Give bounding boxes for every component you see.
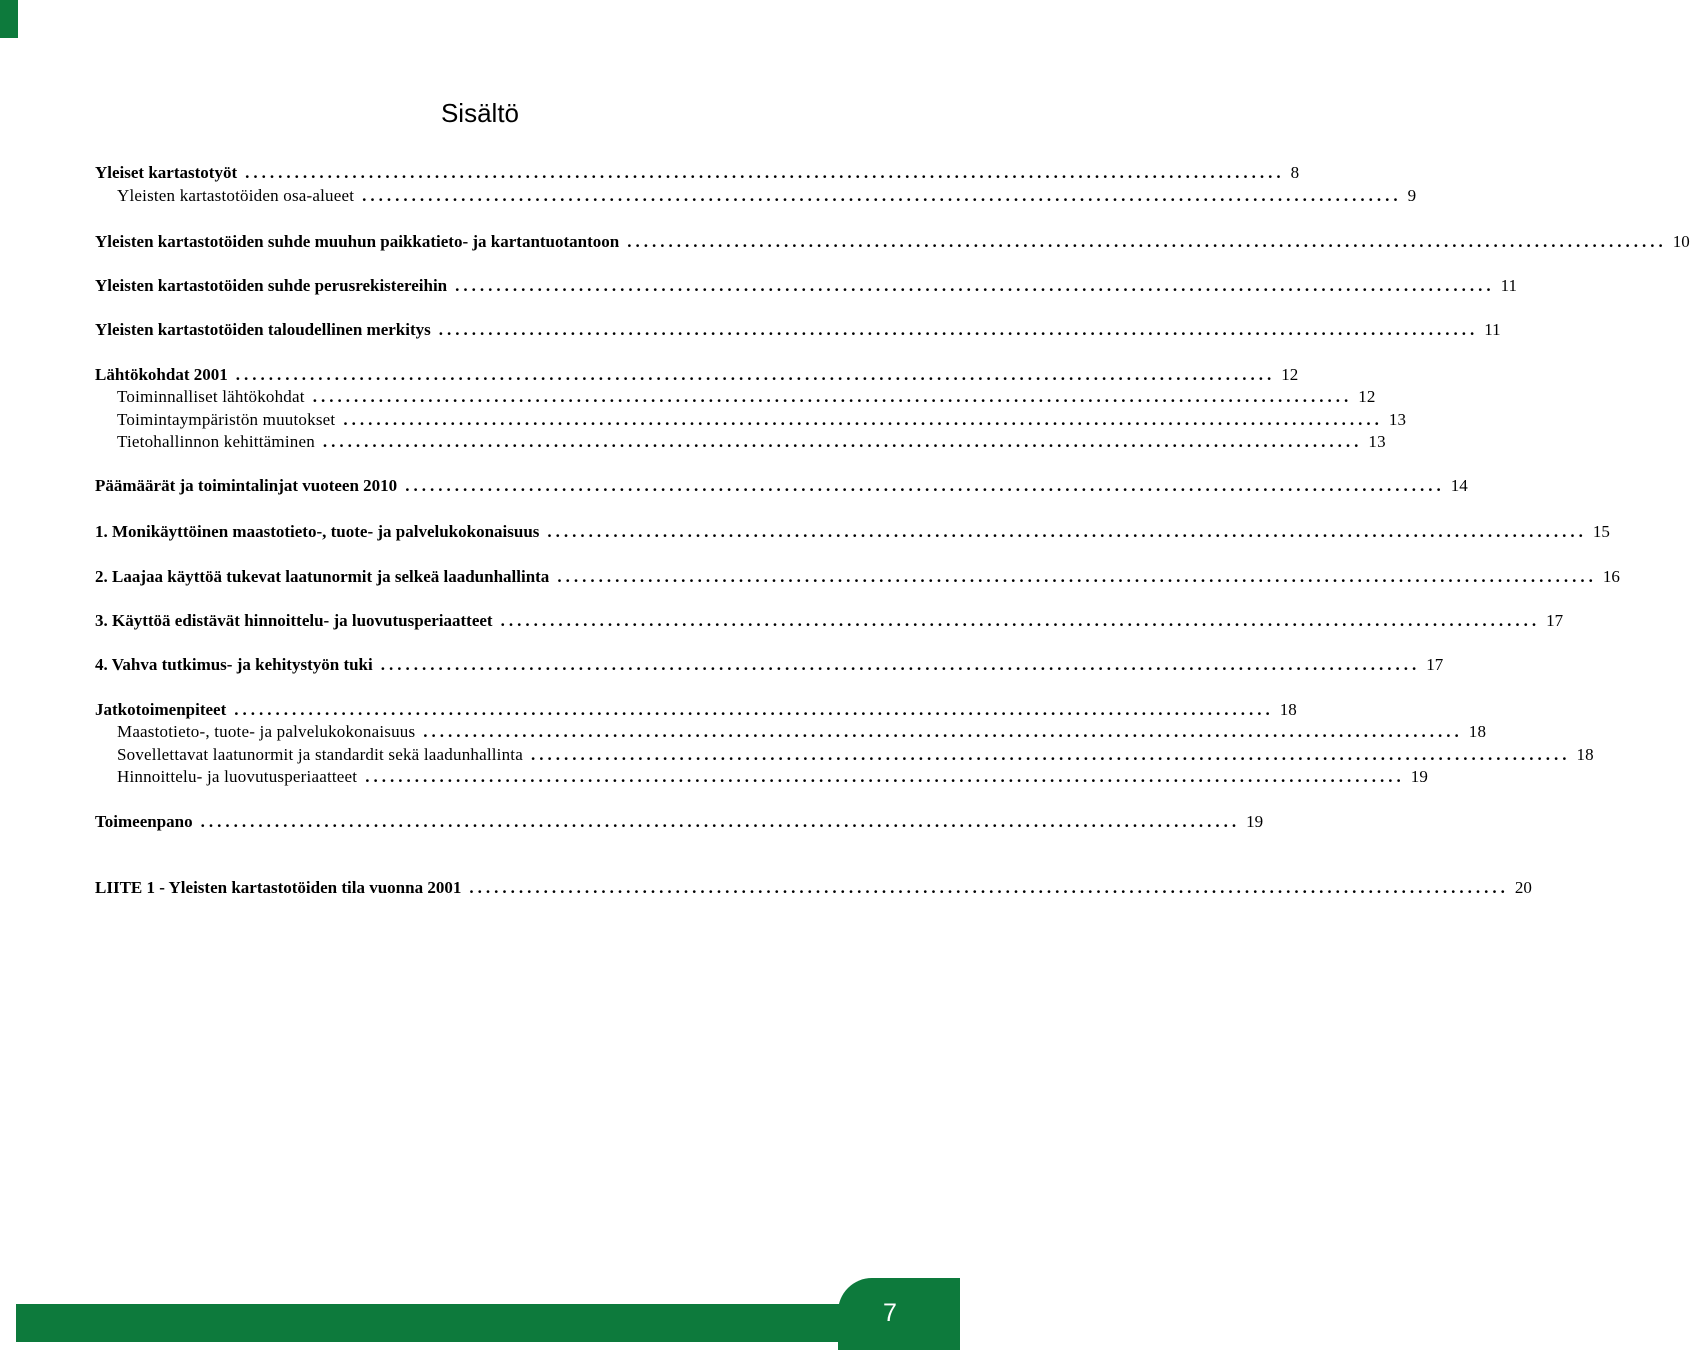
- toc-entry[interactable]: [95, 364, 1299, 386]
- toc-entry-page: 14: [1450, 476, 1468, 495]
- toc-entry[interactable]: [95, 319, 1501, 341]
- toc-entry-page: 18: [1468, 722, 1487, 741]
- toc-leader-dots: ..............................................................................................................................: [234, 700, 1274, 719]
- toc-entry[interactable]: [95, 699, 1297, 721]
- toc-entry-title: Toimintaympäristön muutokset: [117, 410, 336, 429]
- toc-entry-page: 19: [1410, 767, 1429, 786]
- toc-entry-page: 18: [1279, 700, 1297, 719]
- toc-entry-title: Toiminnalliset lähtökohdat: [117, 387, 305, 406]
- toc-entry-title: Päämäärät ja toimintalinjat vuoteen 2010: [95, 476, 398, 495]
- toc-leader-dots: ..............................................................................................................................: [530, 745, 1571, 764]
- toc-entry-title: Yleisten kartastotöiden osa-alueet: [117, 186, 355, 205]
- toc-leader-dots: ..............................................................................................................................: [343, 410, 1383, 429]
- toc-entry-page: 17: [1426, 655, 1444, 674]
- toc-leader-dots: ..............................................................................................................................: [365, 767, 1405, 786]
- toc-entry-page: 15: [1592, 522, 1610, 541]
- toc-entry-title: Yleisten kartastotöiden taloudellinen merkitys: [95, 320, 431, 339]
- toc-entry-page: 18: [1576, 745, 1594, 764]
- page-title: Sisältö: [440, 98, 520, 128]
- toc-entry-page: 13: [1388, 410, 1407, 429]
- toc-entry-title: Yleisten kartastotöiden suhde perusrekistereihin: [95, 276, 448, 295]
- toc-leader-dots: ..............................................................................................................................: [380, 655, 1421, 674]
- toc-leader-dots: ..............................................................................................................................: [235, 365, 1276, 384]
- toc-entry-title: 2. Laajaa käyttöä tukevat laatunormit ja selkeä laadunhallinta: [95, 567, 550, 586]
- toc-entry-page: 13: [1368, 432, 1386, 451]
- toc-leader-dots: ..............................................................................................................................: [438, 320, 1479, 339]
- toc-entry[interactable]: [95, 162, 1300, 184]
- toc-leader-dots: ..............................................................................................................................: [362, 186, 1402, 205]
- toc-entry-title: LIITE 1 - Yleisten kartastotöiden tila vuonna 2001: [95, 878, 462, 897]
- toc-entry[interactable]: [95, 431, 1386, 453]
- toc-entry[interactable]: [95, 386, 1376, 408]
- toc-entry[interactable]: [95, 766, 1429, 788]
- toc-entry[interactable]: [95, 721, 1487, 743]
- toc-leader-dots: ..............................................................................................................................: [423, 722, 1463, 741]
- toc-entry-page: 12: [1281, 365, 1299, 384]
- toc-entry-page: 17: [1546, 611, 1564, 630]
- toc-leader-dots: ..............................................................................................................................: [547, 522, 1587, 541]
- toc-entry-page: 19: [1246, 812, 1264, 831]
- toc-entry-title: Yleisten kartastotöiden suhde muuhun paikkatieto- ja kartantuotantoon: [95, 232, 620, 251]
- toc-entry[interactable]: [95, 231, 1690, 253]
- toc-leader-dots: ..............................................................................................................................: [322, 432, 1363, 451]
- toc-entry-title: Maastotieto-, tuote- ja palvelukokonaisuus: [117, 722, 416, 741]
- toc-entry-title: 1. Monikäyttöinen maastotieto-, tuote- ja palvelukokonaisuus: [95, 522, 540, 541]
- toc-entry-title: Jatkotoimenpiteet: [95, 700, 227, 719]
- toc-entry-page: 11: [1484, 320, 1501, 339]
- toc-entry-title: Tietohallinnon kehittäminen: [117, 432, 315, 451]
- toc-entry-title: Toimeenpano: [95, 812, 193, 831]
- page-number: 7: [883, 1299, 897, 1327]
- toc-leader-dots: ..............................................................................................................................: [200, 812, 1241, 831]
- toc-entry-page: 10: [1672, 232, 1690, 251]
- toc-entry[interactable]: [95, 275, 1518, 297]
- toc-entry[interactable]: [95, 811, 1264, 833]
- toc-entry-page: 9: [1407, 186, 1417, 205]
- toc-leader-dots: ..............................................................................................................................: [557, 567, 1597, 586]
- toc-leader-dots: ..............................................................................................................................: [405, 476, 1445, 495]
- toc-leader-dots: ..............................................................................................................................: [245, 163, 1285, 182]
- toc-entry-title: 4. Vahva tutkimus- ja kehitystyön tuki: [95, 655, 373, 674]
- toc-entry[interactable]: [95, 521, 1610, 543]
- toc-entry-page: 20: [1514, 878, 1532, 897]
- toc-leader-dots: ..............................................................................................................................: [312, 387, 1353, 406]
- toc-leader-dots: ..............................................................................................................................: [500, 611, 1541, 630]
- toc-entry[interactable]: [95, 744, 1594, 766]
- toc-entry-title: Sovellettavat laatunormit ja standardit sekä laadunhallinta: [117, 745, 523, 764]
- corner-accent-mark: [0, 0, 18, 38]
- toc-entry-title: Lähtökohdat 2001: [95, 365, 228, 384]
- footer-band: [16, 1304, 960, 1342]
- toc-leader-dots: ..............................................................................................................................: [469, 878, 1509, 897]
- toc-entry-page: 12: [1358, 387, 1376, 406]
- toc-entry-page: 11: [1500, 276, 1518, 295]
- toc-entry-title: 3. Käyttöä edistävät hinnoittelu- ja luovutusperiaatteet: [95, 611, 493, 630]
- toc-entry-page: 16: [1602, 567, 1620, 586]
- toc-entry-title: Yleiset kartastotyöt: [95, 163, 238, 182]
- toc-entry[interactable]: [95, 409, 1407, 431]
- toc-entry[interactable]: [95, 610, 1564, 632]
- toc-entry[interactable]: [95, 185, 1417, 207]
- toc-leader-dots: ..............................................................................................................................: [627, 232, 1667, 251]
- toc-entry[interactable]: [95, 475, 1468, 497]
- toc-entry-title: Hinnoittelu- ja luovutusperiaatteet: [117, 767, 358, 786]
- toc-entry[interactable]: [95, 877, 1532, 899]
- toc-entry-page: 8: [1290, 163, 1300, 182]
- toc-entry[interactable]: [95, 566, 1620, 588]
- toc-entry[interactable]: [95, 654, 1444, 676]
- toc-leader-dots: ..............................................................................................................................: [455, 276, 1495, 295]
